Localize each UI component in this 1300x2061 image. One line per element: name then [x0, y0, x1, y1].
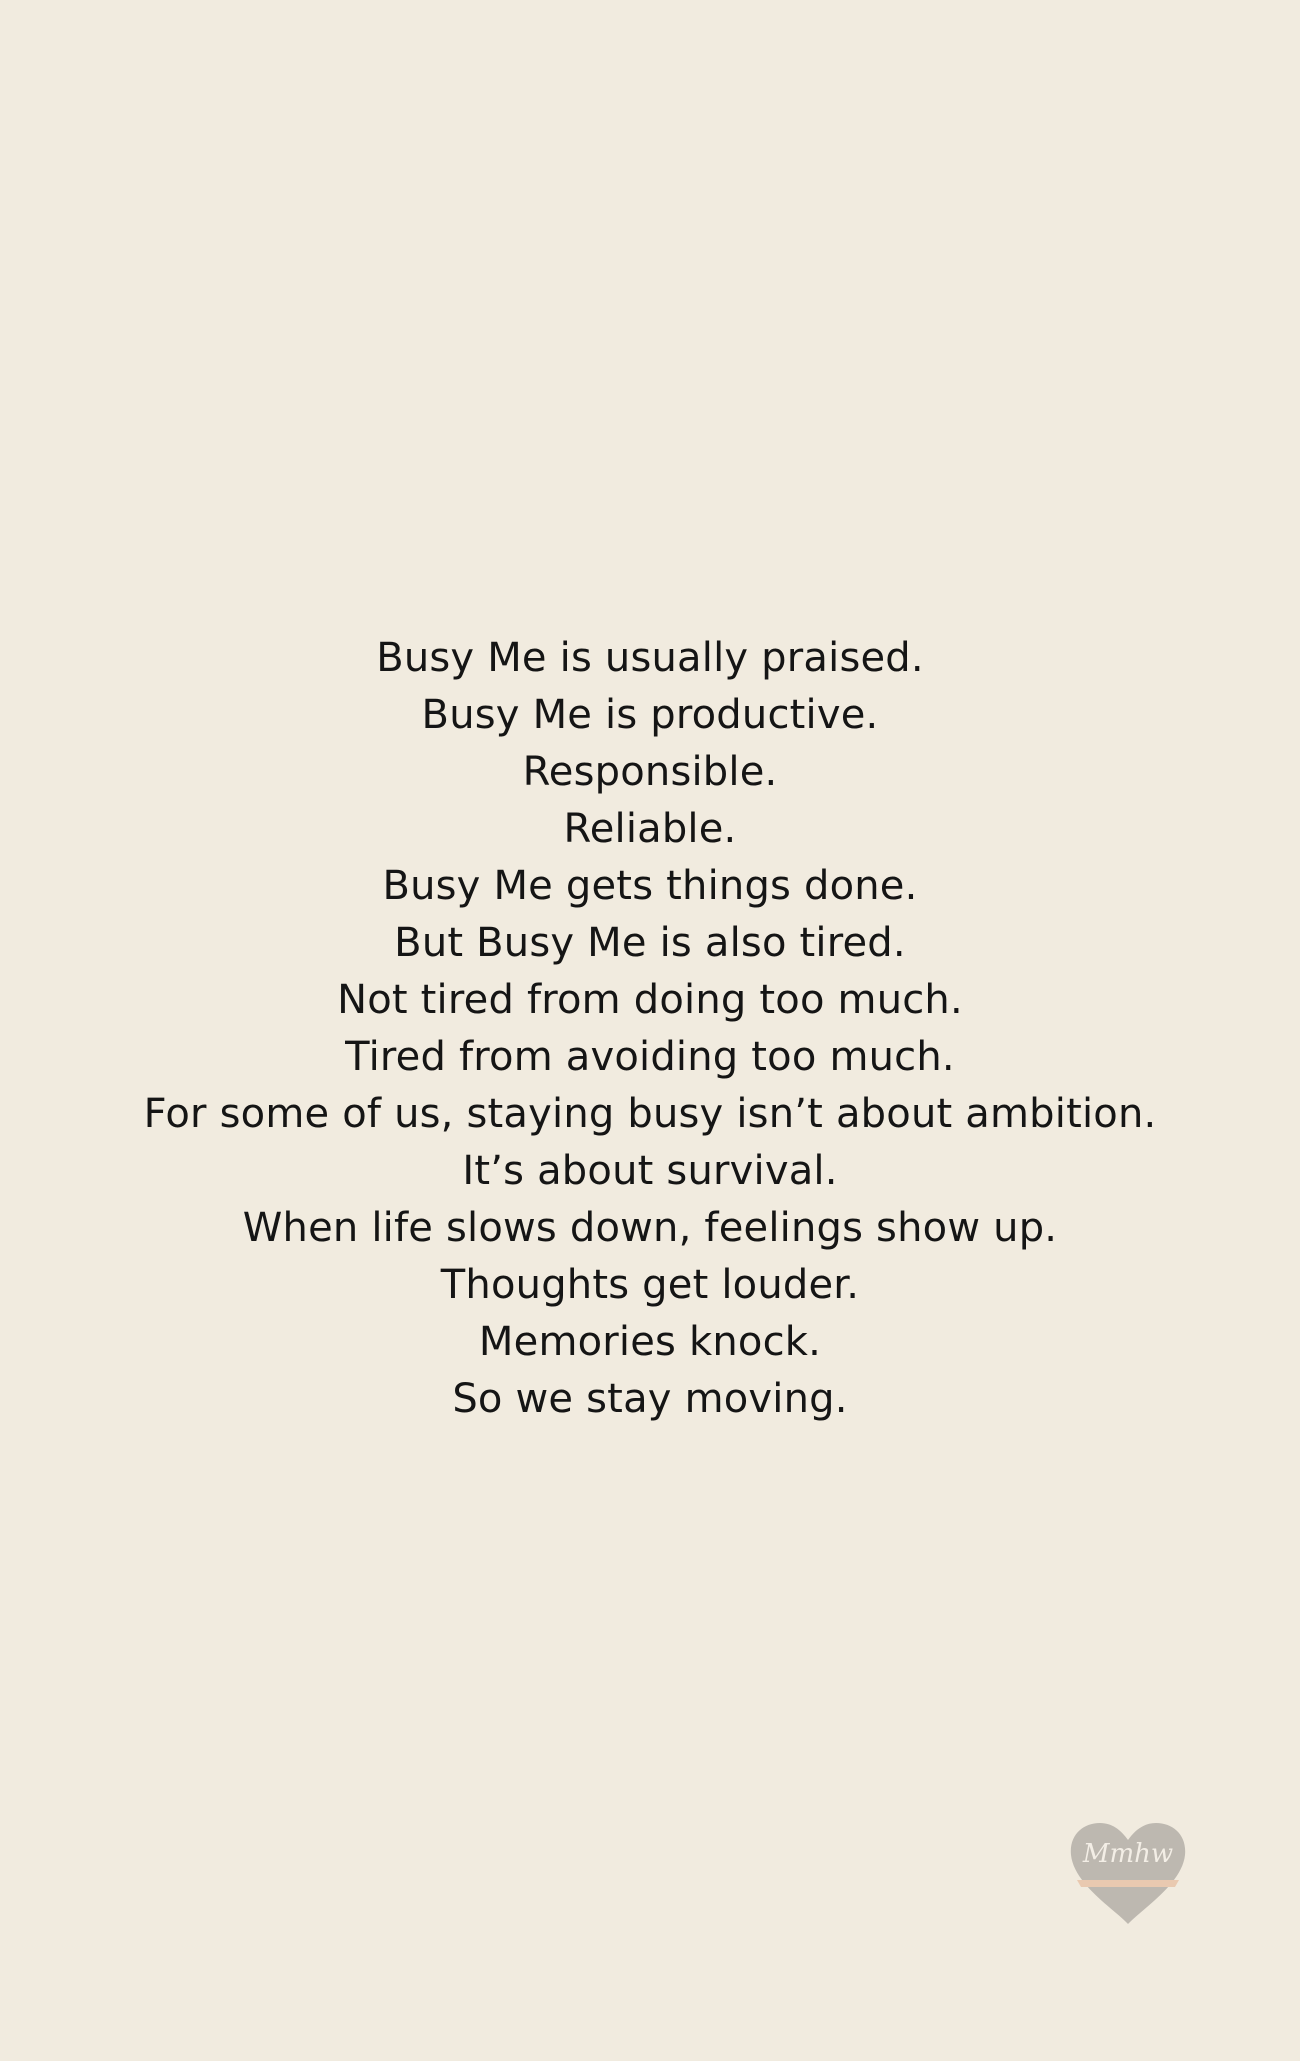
poem-line: Busy Me gets things done.: [382, 863, 918, 909]
poem-line: Tired from avoiding too much.: [345, 1034, 955, 1080]
logo-text: Mmhw: [1082, 1839, 1174, 1869]
poem-line: It’s about survival.: [462, 1148, 838, 1194]
poem-line: When life slows down, feelings show up.: [242, 1205, 1058, 1251]
mmhw-logo: [1066, 1818, 1190, 1928]
poem-line: But Busy Me is also tired.: [394, 920, 906, 966]
poem-line: Thoughts get louder.: [440, 1262, 860, 1308]
poem-line: Responsible.: [522, 749, 778, 795]
poem-text: [0, 630, 1300, 1428]
poem-line: Not tired from doing too much.: [337, 977, 963, 1023]
heart-icon: [1066, 1818, 1190, 1928]
poem-line: Busy Me is usually praised.: [376, 635, 924, 681]
poem-line: Memories knock.: [478, 1319, 822, 1365]
poem-line: Busy Me is productive.: [421, 692, 879, 738]
poem-line: So we stay moving.: [452, 1376, 848, 1422]
poem-line: Reliable.: [563, 806, 737, 852]
poem-line: For some of us, staying busy isn’t about ambition.: [143, 1091, 1157, 1137]
